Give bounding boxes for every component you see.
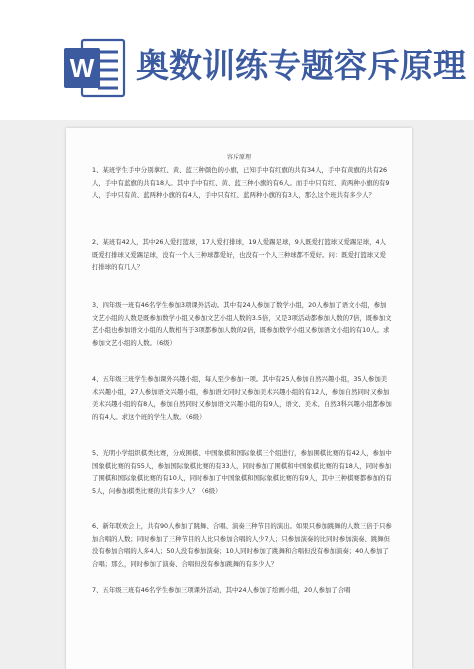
problem-7: 7、五年级三班有46名学生参加三项课外活动，其中24人参加了绘画小组，20人参加了合唱 xyxy=(92,586,351,594)
problem-2: 2、某班有42人，其中26人爱打篮球，17人爱打排球，19人爱踢足球，9人既爱打篮球又爱踢足球，4人既爱打排球又爱踢足球，没有一个人三种球都爱好，也没有一个人三种球都不爱好。问：既爱打篮球又爱打排球的有几人？ xyxy=(92,238,386,272)
problem-6: 6、新年联欢会上，共有90人参加了跳舞、合唱、演奏三种节目的演出。如果只参加跳舞的人数三倍于只参加合唱的人数；同时参加了三种节目的人比只参加合唱的人少7人；只参加演奏的比同时参加演奏、跳舞但没有参加合唱的人多4人；50人没有参加演奏；10人同时参加了跳舞和合唱但没有参加演奏；40人参加了合唱；那么，同时参加了演奏、合唱但没有参加跳舞的有多少人？ xyxy=(92,522,392,568)
document-page xyxy=(66,128,412,669)
page-title: 奥数训练专题容斥原理 xyxy=(136,46,466,85)
word-document-icon xyxy=(64,36,126,100)
document-heading: 容斥原理 xyxy=(226,154,251,161)
problem-4: 4、五年级三班学生参加课外兴趣小组，每人至少参加一项。其中有25人参加自然兴趣小组，35人参加美术兴趣小组，27人参加语文兴趣小组，参加语文同时又参加美术兴趣小组的有12人，参加自然同时又参加美术兴趣小组的有8人，参加自然同时又参加语文兴趣小组的有9人，语文、美术、自然3科兴趣小组都参加的有4人。求这个班的学生人数。（6级） xyxy=(92,375,392,421)
problem-1: 1、某班学生手中分别拿红、黄、蓝三种颜色的小旗，已知手中有红旗的共有34人，手中有黄旗的共有26人，手中有蓝旗的共有18人。其中手中有红、黄、蓝三种小旗的有6人。而手中只有红、黄两种小旗的有9人，手中只有黄、蓝两种小旗的有4人，手中只有红、蓝两种小旗的有3人，那么这个班共有多少人？ xyxy=(92,166,390,200)
svg-text:W: W xyxy=(69,53,95,83)
header-banner xyxy=(0,0,474,122)
problem-3: 3、四年级一班有46名学生参加3项课外活动。其中有24人参加了数学小组，20人参加了语文小组，参加文艺小组的人数是既参加数学小组又参加文艺小组人数的3.5倍，又是3项活动都参加人数的7倍，既参加文艺小组也参加语文小组的人数相当于3项都参加人数的2倍，既参加数学小组又参加语文小组的有10人。求参加文艺小组的人数。（6级） xyxy=(92,301,392,347)
problem-5: 5、光明小学组织棋类比赛，分成围棋、中国象棋和国际象棋三个组进行，参加围棋比赛的有42人，参加中国象棋比赛的有55人，参加国际象棋比赛的有33人，同时参加了围棋和中国象棋比赛的有18人，同时参加了围棋和国际象棋比赛的有10人，同时参加了中国象棋和国际象棋比赛的有9人，其中三种棋赛都参加的有5人，问参加棋类比赛的共有多少人？（6级） xyxy=(92,449,392,495)
